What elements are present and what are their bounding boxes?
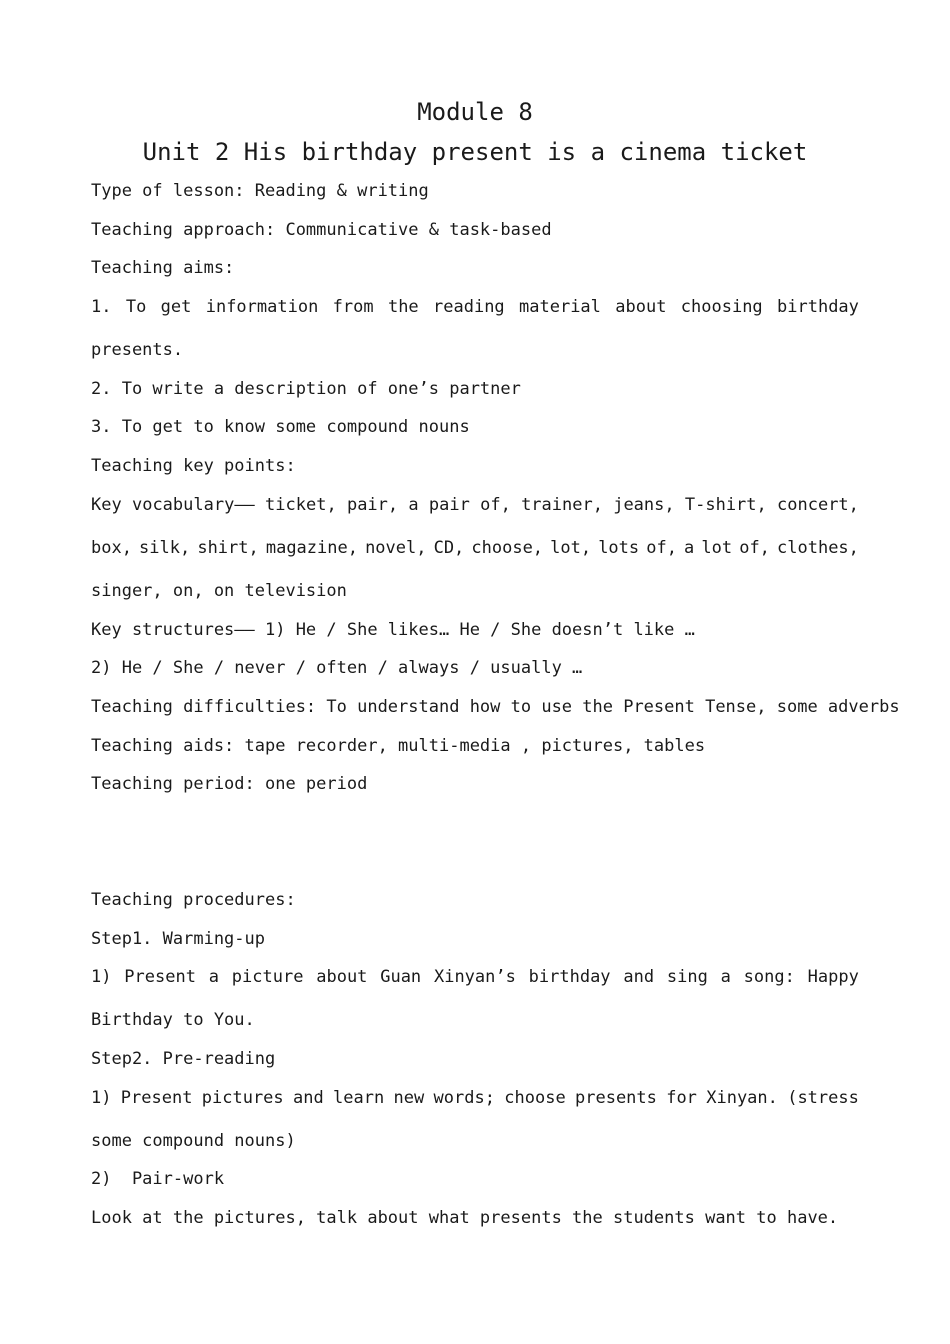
word: lot <box>701 538 733 558</box>
word: a <box>208 967 219 987</box>
word: and <box>623 967 655 987</box>
word: reading <box>433 297 505 317</box>
step-1-item-1-continuation: Birthday to You. <box>91 1010 255 1030</box>
teaching-period: Teaching period: one period <box>91 774 368 794</box>
unit-title: Unit 2 His birthday present is a cinema ticket <box>142 138 808 166</box>
word: for <box>666 1088 697 1108</box>
word: trainer, <box>521 495 603 515</box>
step-1-heading: Step1. Warming-up <box>91 929 265 949</box>
word: concert, <box>777 495 859 515</box>
word: the <box>387 297 419 317</box>
step-2-item-2-text: Look at the pictures, talk about what presents the students want to have. <box>91 1208 839 1228</box>
teaching-approach: Teaching approach: Communicative & task-based <box>91 220 552 240</box>
word: Guan <box>380 967 422 987</box>
word: new <box>393 1088 425 1108</box>
step-2-heading: Step2. Pre-reading <box>91 1049 276 1069</box>
word: Key <box>91 495 122 515</box>
word: picture <box>231 967 304 987</box>
word: ticket, <box>265 495 337 515</box>
word: information <box>205 297 319 317</box>
word: a <box>408 495 419 515</box>
word: jeans, <box>613 495 675 515</box>
teaching-difficulties: Teaching difficulties: To understand how to use the Present Tense, some adverbs <box>91 697 900 717</box>
word: about <box>615 297 667 317</box>
word: lots <box>598 538 640 558</box>
word: Present <box>124 967 196 987</box>
aim-1-line <box>91 296 859 318</box>
word: birthday <box>777 297 859 317</box>
aim-3: 3. To get to know some compound nouns <box>91 417 470 437</box>
word: clothes, <box>777 538 859 558</box>
word: material <box>519 297 601 317</box>
aim-2: 2. To write a description of one’s partner <box>91 379 521 399</box>
word: choose <box>504 1088 566 1108</box>
word: 1) <box>91 967 112 987</box>
word: birthday <box>528 967 611 987</box>
word: Present <box>120 1088 193 1108</box>
word: get <box>160 297 192 317</box>
vocab-line-3: singer, on, on television <box>91 581 347 601</box>
word: Xinyan. <box>706 1088 778 1108</box>
step-2-item-1 <box>91 1087 859 1109</box>
word: a <box>684 538 695 558</box>
word: of, <box>739 538 770 558</box>
vocab-line-1 <box>91 494 859 516</box>
teaching-aims-heading: Teaching aims: <box>91 258 235 278</box>
type-of-lesson: Type of lesson: Reading & writing <box>91 181 429 201</box>
step-2-item-2: 2) Pair-work <box>91 1169 225 1189</box>
word: silk, <box>139 538 191 558</box>
word: T-shirt, <box>684 495 767 515</box>
word: and <box>292 1088 324 1108</box>
word: sing <box>666 967 708 987</box>
step-2-item-1-continuation: some compound nouns) <box>91 1131 296 1151</box>
word: magazine, <box>265 538 358 558</box>
word: (stress <box>787 1088 859 1108</box>
word: of, <box>480 495 511 515</box>
word: choosing <box>680 297 763 317</box>
word: To <box>125 297 147 317</box>
word: of, <box>646 538 677 558</box>
word: box, <box>91 538 132 558</box>
key-structures-1: Key structures—— 1) He / She likes… He / She doesn’t like … <box>91 620 695 640</box>
module-title: Module 8 <box>417 98 533 126</box>
word: shirt, <box>197 538 259 558</box>
word: pictures <box>201 1088 284 1108</box>
word: pair <box>428 495 470 515</box>
vocab-line-2 <box>91 537 859 559</box>
word: from <box>332 297 374 317</box>
word: a <box>720 967 731 987</box>
key-structures-2: 2) He / She / never / often / always / usually … <box>91 658 583 678</box>
word: song: <box>743 967 795 987</box>
word: novel, <box>365 538 427 558</box>
word: choose, <box>471 538 544 558</box>
word: 1) <box>91 1088 112 1108</box>
word: lot, <box>550 538 592 558</box>
word: presents <box>575 1088 657 1108</box>
word: Xinyan’s <box>433 967 516 987</box>
word: words; <box>433 1088 495 1108</box>
aim-1-continuation: presents. <box>91 340 184 360</box>
step-1-item-1 <box>91 966 859 988</box>
word: Happy <box>807 967 859 987</box>
key-points-heading: Teaching key points: <box>91 456 296 476</box>
word: vocabulary—— <box>131 495 255 515</box>
word: 1. <box>91 297 112 317</box>
teaching-aids: Teaching aids: tape recorder, multi-media , pictures, tables <box>91 736 706 756</box>
procedures-heading: Teaching procedures: <box>91 890 296 910</box>
word: about <box>316 967 368 987</box>
word: learn <box>333 1088 385 1108</box>
word: CD, <box>433 538 465 558</box>
word: pair, <box>346 495 399 515</box>
